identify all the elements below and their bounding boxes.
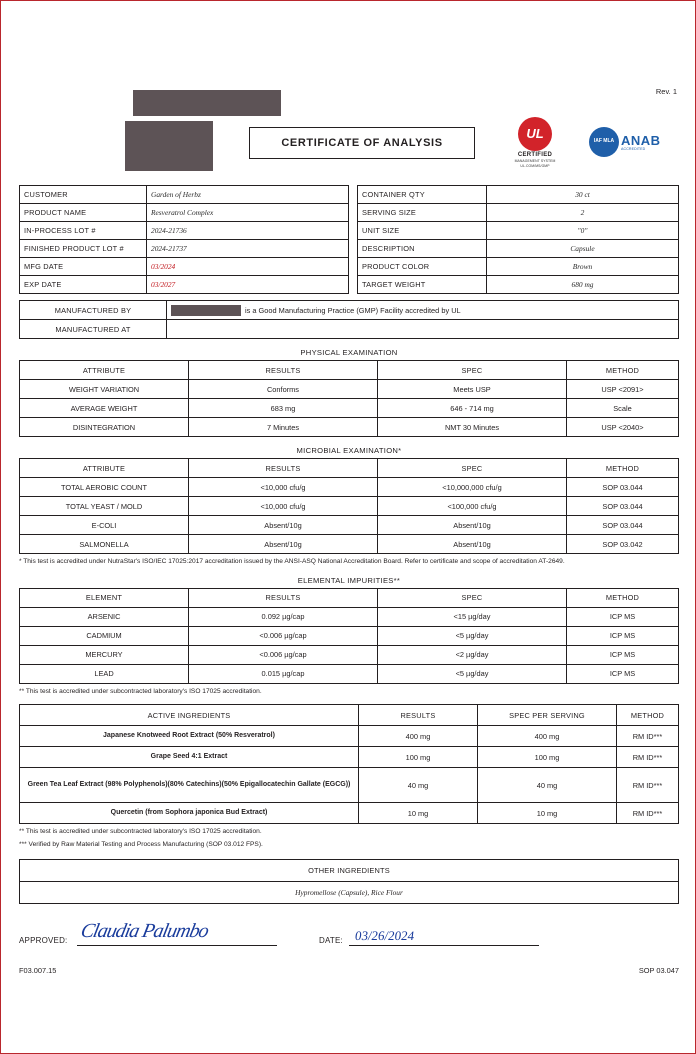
revision-label: Rev. 1 [655, 87, 677, 96]
physical-examination-table [19, 360, 679, 437]
date-label: DATE: [319, 936, 343, 946]
column-header: RESULTS [189, 588, 378, 607]
column-header: SPEC [378, 361, 567, 380]
ingredient-spec: 40 mg [478, 768, 617, 803]
ingredient-method: RM ID*** [617, 726, 679, 747]
table-row [20, 301, 679, 320]
cell: AVERAGE WEIGHT [20, 399, 189, 418]
ingredient-method: RM ID*** [617, 768, 679, 803]
manufactured-by-text: is a Good Manufacturing Practice (GMP) Facility accredited by UL [245, 305, 461, 315]
table-row [358, 204, 679, 222]
row-label: PRODUCT COLOR [358, 258, 487, 276]
cell: TOTAL AEROBIC COUNT [20, 478, 189, 497]
cell: ICP MS [567, 607, 679, 626]
row-value: 03/2024 [147, 258, 349, 276]
column-header: RESULTS [189, 361, 378, 380]
microbial-examination-table [19, 458, 679, 554]
table-row [20, 645, 679, 664]
ingredient-method: RM ID*** [617, 747, 679, 768]
microbial-section-title: MICROBIAL EXAMINATION* [296, 446, 402, 455]
row-value: 2024-21736 [147, 222, 349, 240]
table-row [20, 607, 679, 626]
cell: <5 µg/day [378, 626, 567, 645]
elemental-footnote: ** This test is accredited under subcontracted laboratory's ISO 17025 accreditation. [19, 687, 262, 695]
cell: DISINTEGRATION [20, 418, 189, 437]
row-value: 2 [487, 204, 679, 222]
cell: CADMIUM [20, 626, 189, 645]
column-header: SPEC [378, 588, 567, 607]
cell: 0.092 µg/cap [189, 607, 378, 626]
ingredient-method: RM ID*** [617, 803, 679, 824]
iaf-mla-icon: IAF MLA [589, 127, 619, 157]
info-grid [19, 185, 679, 294]
table-row [358, 276, 679, 294]
column-header: ATTRIBUTE [20, 361, 189, 380]
table-row [20, 626, 679, 645]
cell: 0.015 µg/cap [189, 664, 378, 683]
column-header: METHOD [567, 459, 679, 478]
table-row [20, 478, 679, 497]
table-header-row [20, 588, 679, 607]
cell: WEIGHT VARIATION [20, 380, 189, 399]
row-label: CUSTOMER [20, 186, 147, 204]
approval-section [19, 918, 679, 952]
column-header: ACTIVE INGREDIENTS [20, 705, 359, 726]
table-row [20, 803, 679, 824]
document-footer [19, 966, 679, 975]
cell: LEAD [20, 664, 189, 683]
table-row [20, 399, 679, 418]
cell: <0.006 µg/cap [189, 626, 378, 645]
table-row [20, 418, 679, 437]
column-header: RESULTS [189, 459, 378, 478]
table-header-row [20, 705, 679, 726]
page-title: CERTIFICATE OF ANALYSIS [249, 127, 475, 159]
ingredient-name: Japanese Knotweed Root Extract (50% Resveratrol) [20, 726, 359, 747]
product-info-table [357, 185, 679, 294]
manufactured-at-label: MANUFACTURED AT [20, 320, 167, 339]
cell: <10,000 cfu/g [189, 497, 378, 516]
physical-section-title: PHYSICAL EXAMINATION [300, 348, 398, 357]
row-value: 680 mg [487, 276, 679, 294]
active-ingredients-footnote-1: ** This test is accredited under subcontracted laboratory's ISO 17025 accreditation. [19, 828, 262, 836]
table-row [20, 516, 679, 535]
table-row [20, 747, 679, 768]
table-row [20, 726, 679, 747]
customer-info-table [19, 185, 349, 294]
cell: <0.006 µg/cap [189, 645, 378, 664]
active-ingredients-footnote-2: *** Verified by Raw Material Testing and Process Manufacturing (SOP 03.012 FPS). [19, 840, 263, 848]
row-label: TARGET WEIGHT [358, 276, 487, 294]
approved-label: APPROVED: [19, 936, 68, 946]
other-ingredients-value: Hypromellose (Capsule), Rice Flour [20, 882, 679, 904]
manufactured-by-label: MANUFACTURED BY [20, 301, 167, 320]
row-label: UNIT SIZE [358, 222, 487, 240]
ingredient-result: 100 mg [359, 747, 478, 768]
date-value: 03/26/2024 [354, 928, 416, 944]
row-value: Garden of Herbz [147, 186, 349, 204]
elemental-section-title: ELEMENTAL IMPURITIES** [297, 575, 401, 585]
cell: <100,000 cfu/g [378, 497, 567, 516]
cell: ICP MS [567, 664, 679, 683]
column-header: METHOD [617, 705, 679, 726]
table-row [20, 497, 679, 516]
row-label: FINISHED PRODUCT LOT # [20, 240, 147, 258]
anab-sub-label: ACCREDITED [621, 146, 646, 151]
column-header: SPEC PER SERVING [478, 705, 617, 726]
table-row [20, 258, 349, 276]
ingredient-result: 400 mg [359, 726, 478, 747]
row-value: "0" [487, 222, 679, 240]
microbial-footnote: * This test is accredited under NutraStar's ISO/IEC 17025:2017 accreditation issued by the ANSI-ASQ National Accreditation Board. Refer to certificate and scope of accreditation AT-2649. [19, 558, 565, 565]
row-label: MFG DATE [20, 258, 147, 276]
cell: Absent/10g [189, 516, 378, 535]
cell: <10,000 cfu/g [189, 478, 378, 497]
elemental-impurities-table [19, 588, 679, 684]
manufactured-table [19, 300, 679, 339]
row-label: CONTAINER QTY [358, 186, 487, 204]
cell: <5 µg/day [378, 664, 567, 683]
table-header-row [20, 361, 679, 380]
other-ingredients-header: OTHER INGREDIENTS [20, 860, 679, 882]
table-row [20, 320, 679, 339]
row-label: IN-PROCESS LOT # [20, 222, 147, 240]
ul-sub-label: MANAGEMENT SYSTEM UL.COM/MS/GMP [514, 159, 556, 169]
column-header: SPEC [378, 459, 567, 478]
row-label: EXP DATE [20, 276, 147, 294]
cell: MERCURY [20, 645, 189, 664]
document-body [19, 79, 679, 975]
cell: SOP 03.044 [567, 478, 679, 497]
column-header: METHOD [567, 588, 679, 607]
approval-signature: Claudia Palumbo [78, 920, 211, 943]
table-row [20, 664, 679, 683]
cell: E-COLI [20, 516, 189, 535]
cell: SOP 03.044 [567, 516, 679, 535]
cell: ARSENIC [20, 607, 189, 626]
ingredient-spec: 10 mg [478, 803, 617, 824]
table-row [20, 204, 349, 222]
ingredient-result: 40 mg [359, 768, 478, 803]
cell: Absent/10g [378, 516, 567, 535]
anab-label: ANAB [621, 132, 661, 148]
ul-certification-badge [509, 117, 561, 169]
table-row [358, 258, 679, 276]
ul-mark-icon: UL [518, 117, 552, 151]
ul-certified-label: CERTIFIED [517, 152, 553, 158]
cell: SOP 03.044 [567, 497, 679, 516]
row-value: 30 ct [487, 186, 679, 204]
cell: SALMONELLA [20, 535, 189, 554]
redacted-logo-bottom [125, 121, 213, 171]
ingredient-name: Green Tea Leaf Extract (98% Polyphenols)(80% Catechins)(50% Epigallocatechin Gallate (EGCG)) [20, 768, 359, 803]
column-header: METHOD [567, 361, 679, 380]
column-header: RESULTS [359, 705, 478, 726]
cell: 646 - 714 mg [378, 399, 567, 418]
table-row [20, 882, 679, 904]
footer-form-number: F03.007.15 [19, 966, 57, 976]
cell: USP <2040> [567, 418, 679, 437]
table-row [358, 186, 679, 204]
manufactured-at-value [167, 320, 679, 339]
table-row [358, 222, 679, 240]
manufactured-by-value [167, 301, 679, 320]
cell: Absent/10g [378, 535, 567, 554]
cell: ICP MS [567, 626, 679, 645]
cell: SOP 03.042 [567, 535, 679, 554]
table-row [358, 240, 679, 258]
ingredient-name: Grape Seed 4:1 Extract [20, 747, 359, 768]
approval-signature-line [77, 945, 277, 946]
column-header: ATTRIBUTE [20, 459, 189, 478]
table-row [20, 222, 349, 240]
row-label: DESCRIPTION [358, 240, 487, 258]
table-header-row [20, 860, 679, 882]
cell: <15 µg/day [378, 607, 567, 626]
row-value: Brown [487, 258, 679, 276]
column-header: ELEMENT [20, 588, 189, 607]
ingredient-name: Quercetin (from Sophora japonica Bud Extract) [20, 803, 359, 824]
table-header-row [20, 459, 679, 478]
row-label: SERVING SIZE [358, 204, 487, 222]
redacted-logo-top [133, 90, 281, 116]
anab-accreditation-badge [589, 127, 661, 157]
table-row [20, 380, 679, 399]
table-row [20, 768, 679, 803]
cell: TOTAL YEAST / MOLD [20, 497, 189, 516]
cell: Absent/10g [189, 535, 378, 554]
cell: 7 Minutes [189, 418, 378, 437]
table-row [20, 240, 349, 258]
table-row [20, 276, 349, 294]
ingredient-spec: 400 mg [478, 726, 617, 747]
cell: USP <2091> [567, 380, 679, 399]
cell: Meets USP [378, 380, 567, 399]
document-header [19, 79, 679, 183]
table-row [20, 186, 349, 204]
cell: <10,000,000 cfu/g [378, 478, 567, 497]
table-row [20, 535, 679, 554]
cell: 683 mg [189, 399, 378, 418]
cell: NMT 30 Minutes [378, 418, 567, 437]
date-line [349, 945, 539, 946]
footer-sop-number: SOP 03.047 [638, 966, 679, 976]
row-value: 2024-21737 [147, 240, 349, 258]
cell: <2 µg/day [378, 645, 567, 664]
redacted-manufacturer [171, 305, 241, 316]
ingredient-result: 10 mg [359, 803, 478, 824]
ingredient-spec: 100 mg [478, 747, 617, 768]
cell: ICP MS [567, 645, 679, 664]
row-value: 03/2027 [147, 276, 349, 294]
row-value: Capsule [487, 240, 679, 258]
other-ingredients-table [19, 859, 679, 904]
cell: Scale [567, 399, 679, 418]
row-label: PRODUCT NAME [20, 204, 147, 222]
row-value: Resveratrol Complex [147, 204, 349, 222]
active-ingredients-table [19, 704, 679, 824]
cell: Conforms [189, 380, 378, 399]
